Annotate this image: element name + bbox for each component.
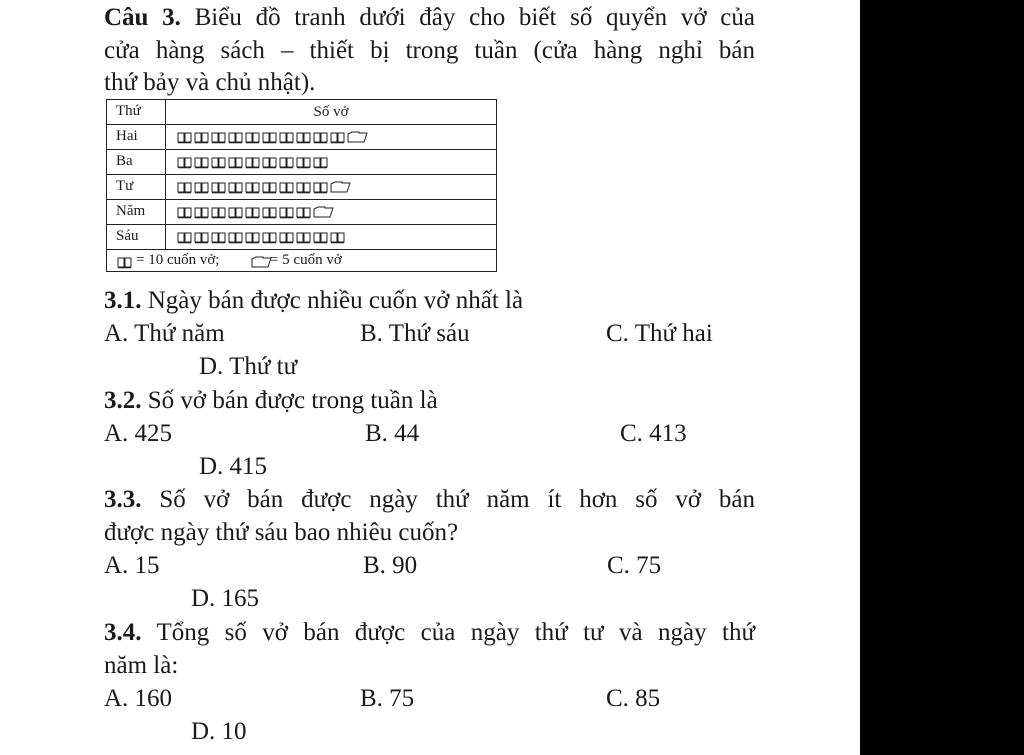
half-book-icon	[330, 181, 352, 194]
full-book-icon	[211, 231, 226, 244]
q2-stem: 3.2. Số vở bán được trong tuần là	[104, 387, 438, 414]
full-book-icon	[330, 131, 345, 144]
half-book-icon	[251, 254, 266, 267]
full-book-icon	[228, 231, 243, 244]
q3-option-d: D. 165	[191, 585, 260, 612]
q4-option-c: C. 85	[606, 685, 661, 712]
full-book-icon	[211, 131, 226, 144]
row-books	[166, 175, 496, 199]
row-day: Tư	[107, 175, 166, 199]
pictograph-table	[106, 99, 497, 272]
full-book-icon	[194, 131, 209, 144]
q4-option-a: A. 160	[104, 685, 173, 712]
header-day: Thứ	[107, 100, 166, 124]
row-day: Sáu	[107, 225, 166, 249]
legend-half-text: = 5 cuốn vở	[269, 252, 342, 268]
full-book-icon	[211, 156, 226, 169]
table-row	[107, 125, 496, 150]
full-book-icon	[296, 156, 311, 169]
q4-stem-line1: 3.4. Tổng số vở bán được của ngày thứ tư và ngày thứ	[104, 619, 755, 646]
row-day: Ba	[107, 150, 166, 174]
full-book-icon	[245, 231, 260, 244]
table-header-row	[107, 100, 496, 125]
full-book-icon	[177, 131, 192, 144]
full-book-icon	[330, 231, 345, 244]
full-book-icon	[211, 181, 226, 194]
full-book-icon	[211, 206, 226, 219]
row-books	[166, 225, 496, 249]
full-book-icon	[228, 206, 243, 219]
full-book-icon	[117, 254, 132, 267]
full-book-icon	[177, 206, 192, 219]
full-book-icon	[228, 156, 243, 169]
q3-option-b: B. 90	[363, 552, 418, 579]
half-book-icon	[347, 131, 369, 144]
q3-stem-line2: được ngày thứ sáu bao nhiêu cuốn?	[104, 519, 459, 546]
legend	[107, 249, 496, 271]
row-day: Năm	[107, 200, 166, 224]
full-book-icon	[245, 156, 260, 169]
q3-option-c: C. 75	[607, 552, 662, 579]
question-label: Câu 3.	[104, 4, 181, 31]
full-book-icon	[262, 206, 277, 219]
full-book-icon	[245, 206, 260, 219]
q1-option-d: D. Thứ tư	[199, 353, 298, 380]
table-row	[107, 200, 496, 225]
row-books	[166, 125, 496, 149]
full-book-icon	[296, 231, 311, 244]
full-book-icon	[313, 156, 328, 169]
full-book-icon	[262, 231, 277, 244]
q1-stem: 3.1. Ngày bán được nhiều cuốn vở nhất là	[104, 287, 524, 314]
full-book-icon	[313, 231, 328, 244]
full-book-icon	[194, 206, 209, 219]
full-book-icon	[313, 181, 328, 194]
full-book-icon	[245, 131, 260, 144]
q2-option-d: D. 415	[199, 453, 268, 480]
row-books	[166, 150, 496, 174]
full-book-icon	[194, 231, 209, 244]
q3-option-a: A. 15	[104, 552, 160, 579]
row-day: Hai	[107, 125, 166, 149]
table-row	[107, 150, 496, 175]
full-book-icon	[262, 156, 277, 169]
full-book-icon	[194, 156, 209, 169]
q4-option-b: B. 75	[360, 685, 415, 712]
row-books	[166, 200, 496, 224]
full-book-icon	[262, 131, 277, 144]
header-count: Số vở	[313, 103, 349, 120]
q2-option-a: A. 425	[104, 420, 173, 447]
full-book-icon	[296, 206, 311, 219]
q4-stem-line2: năm là:	[104, 652, 179, 679]
q4-option-d: D. 10	[191, 718, 247, 745]
full-book-icon	[279, 231, 294, 244]
half-book-icon	[313, 206, 335, 219]
question-intro-line2: cửa hàng sách – thiết bị trong tuần (cửa hàng nghỉ bán	[104, 37, 755, 64]
full-book-icon	[228, 131, 243, 144]
full-book-icon	[228, 181, 243, 194]
q1-option-a: A. Thứ năm	[104, 320, 225, 347]
full-book-icon	[279, 156, 294, 169]
question-intro-line1: Câu 3. Biểu đồ tranh dưới đây cho biết số quyển vở của	[104, 4, 755, 31]
black-margin	[860, 0, 1024, 755]
table-row	[107, 225, 496, 250]
q3-stem-line1: 3.3. Số vở bán được ngày thứ năm ít hơn số vở bán	[104, 486, 755, 513]
full-book-icon	[177, 156, 192, 169]
full-book-icon	[279, 206, 294, 219]
full-book-icon	[177, 231, 192, 244]
full-book-icon	[296, 181, 311, 194]
full-book-icon	[177, 181, 192, 194]
legend-full-text: = 10 cuốn vở;	[136, 252, 220, 268]
question-intro-line3: thứ bảy và chủ nhật).	[104, 69, 316, 96]
table-row	[107, 175, 496, 200]
full-book-icon	[245, 181, 260, 194]
q2-option-b: B. 44	[365, 420, 420, 447]
full-book-icon	[262, 181, 277, 194]
full-book-icon	[313, 131, 328, 144]
full-book-icon	[279, 181, 294, 194]
q1-option-b: B. Thứ sáu	[360, 320, 470, 347]
q1-option-c: C. Thứ hai	[606, 320, 713, 347]
full-book-icon	[194, 181, 209, 194]
q2-option-c: C. 413	[620, 420, 687, 447]
full-book-icon	[296, 131, 311, 144]
full-book-icon	[279, 131, 294, 144]
